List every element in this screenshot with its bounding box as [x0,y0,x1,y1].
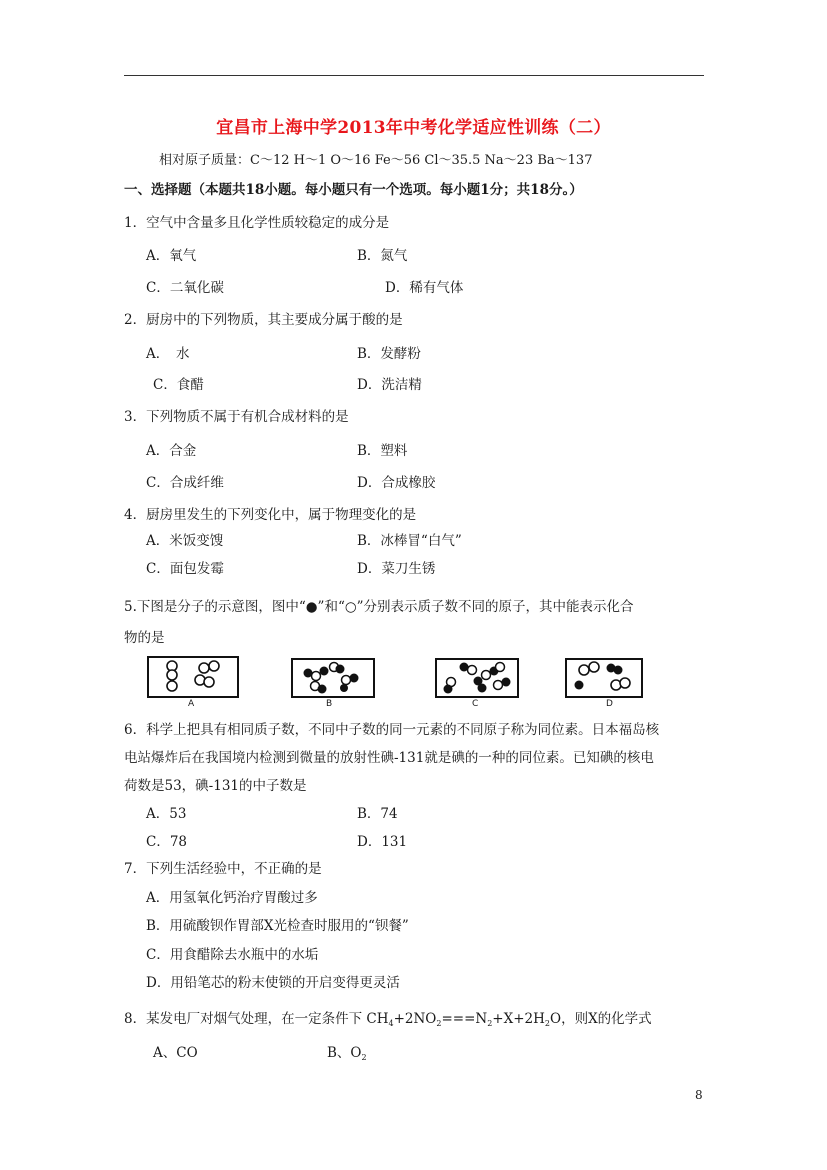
question-4-option-b[interactable]: B．冰棒冒“白气” [357,533,462,549]
diagram-a[interactable] [148,657,238,697]
question-1-option-b[interactable]: B．氮气 [357,248,408,264]
question-4-option-d[interactable]: D．菜刀生锈 [357,561,436,577]
question-1-option-d[interactable]: D．稀有气体 [385,280,464,296]
question-6-option-c[interactable]: C．78 [146,834,188,850]
question-8-option-b[interactable] [327,1041,367,1062]
section-heading: 一、选择题（本题共18小题。每小题只有一个选项。每小题1分；共18分。） [124,182,583,198]
question-2-option-c[interactable]: C．食醋 [153,377,204,393]
header-rule [124,75,704,76]
question-3-stem: 3．下列物质不属于有机合成材料的是 [124,409,349,425]
question-8-option-a[interactable]: A、CO [153,1045,198,1061]
question-3-option-c[interactable]: C．合成纤维 [146,475,224,491]
question-8-subscript-1: 4 [388,1019,394,1028]
question-8-stem-prefix: 8．某发电厂对烟气处理，在一定条件下 CH [124,1011,389,1027]
question-8-subscript-4: 2 [544,1019,550,1028]
diagram-b[interactable] [292,659,374,697]
diagram-label-c: C [472,699,479,709]
question-2-option-b[interactable]: B．发酵粉 [357,346,421,362]
question-7-option-d[interactable]: D．用铅笔芯的粉末使锁的开启变得更灵活 [146,975,400,991]
question-8-stem-mid-1: +2NO [393,1011,437,1027]
question-3-option-b[interactable]: B．塑料 [357,443,408,459]
question-8-option-b-text: B、O [327,1045,362,1061]
question-8-stem-suffix: O，则X的化学式 [550,1011,652,1027]
question-6-option-b[interactable]: B．74 [357,806,398,822]
question-6-option-d[interactable]: D．131 [357,834,408,850]
diagram-label-b: B [326,699,333,709]
question-8-stem-mid-2: ===N [441,1011,488,1027]
question-4-option-c[interactable]: C．面包发霉 [146,561,224,577]
question-8-subscript-2: 2 [436,1019,442,1028]
question-5-stem-line-1: 5.下图是分子的示意图，图中“●”和“○”分别表示质子数不同的原子，其中能表示化合 [124,599,634,615]
question-8-stem [124,1007,652,1028]
question-6-stem-line-2: 电站爆炸后在我国境内检测到微量的放射性碘-131就是碘的一种的同位素。已知碘的核电 [124,750,654,766]
question-5-stem-line-2: 物的是 [124,630,165,646]
page-title: 宜昌市上海中学2013年中考化学适应性训练（二） [216,118,611,138]
question-1-stem: 1．空气中含量多且化学性质较稳定的成分是 [124,215,390,231]
question-6-stem-line-1: 6．科学上把具有相同质子数，不同中子数的同一元素的不同原子称为同位素。日本福岛核 [124,722,660,738]
question-6-stem-line-3: 荷数是53，碘-131的中子数是 [124,778,307,794]
question-7-stem: 7．下列生活经验中，不正确的是 [124,861,322,877]
question-1-option-a[interactable]: A．氧气 [146,248,197,264]
question-7-option-b[interactable]: B．用硫酸钡作胃部X光检查时服用的“钡餐” [146,918,409,934]
diagram-c[interactable] [436,659,518,697]
question-2-option-d[interactable]: D．洗洁精 [357,377,422,393]
diagram-label-d: D [606,699,613,709]
question-2-option-a[interactable]: A． 水 [146,346,190,362]
diagram-d[interactable] [566,659,642,697]
molecule-diagrams [146,655,666,710]
question-7-option-a[interactable]: A．用氢氧化钙治疗胃酸过多 [146,890,318,906]
question-1-option-c[interactable]: C．二氧化碳 [146,280,224,296]
relative-atomic-masses: 相对原子质量：C～12 H～1 O～16 Fe～56 Cl～35.5 Na～23 Ba～137 [159,153,593,168]
question-3-option-d[interactable]: D．合成橡胶 [357,475,436,491]
question-8-subscript-3: 2 [487,1019,493,1028]
question-2-stem: 2．厨房中的下列物质，其主要成分属于酸的是 [124,312,403,328]
question-6-option-a[interactable]: A．53 [146,806,187,822]
diagram-label-a: A [188,699,195,709]
page-number: 8 [695,1088,703,1102]
question-4-option-a[interactable]: A．米饭变馊 [146,533,224,549]
question-3-option-a[interactable]: A．合金 [146,443,197,459]
question-8-stem-mid-3: +X+2H [492,1011,545,1027]
question-7-option-c[interactable]: C．用食醋除去水瓶中的水垢 [146,947,319,963]
question-4-stem: 4．厨房里发生的下列变化中，属于物理变化的是 [124,507,417,523]
molecule-diagrams-svg [146,655,666,710]
question-8-option-b-subscript: 2 [361,1053,367,1062]
